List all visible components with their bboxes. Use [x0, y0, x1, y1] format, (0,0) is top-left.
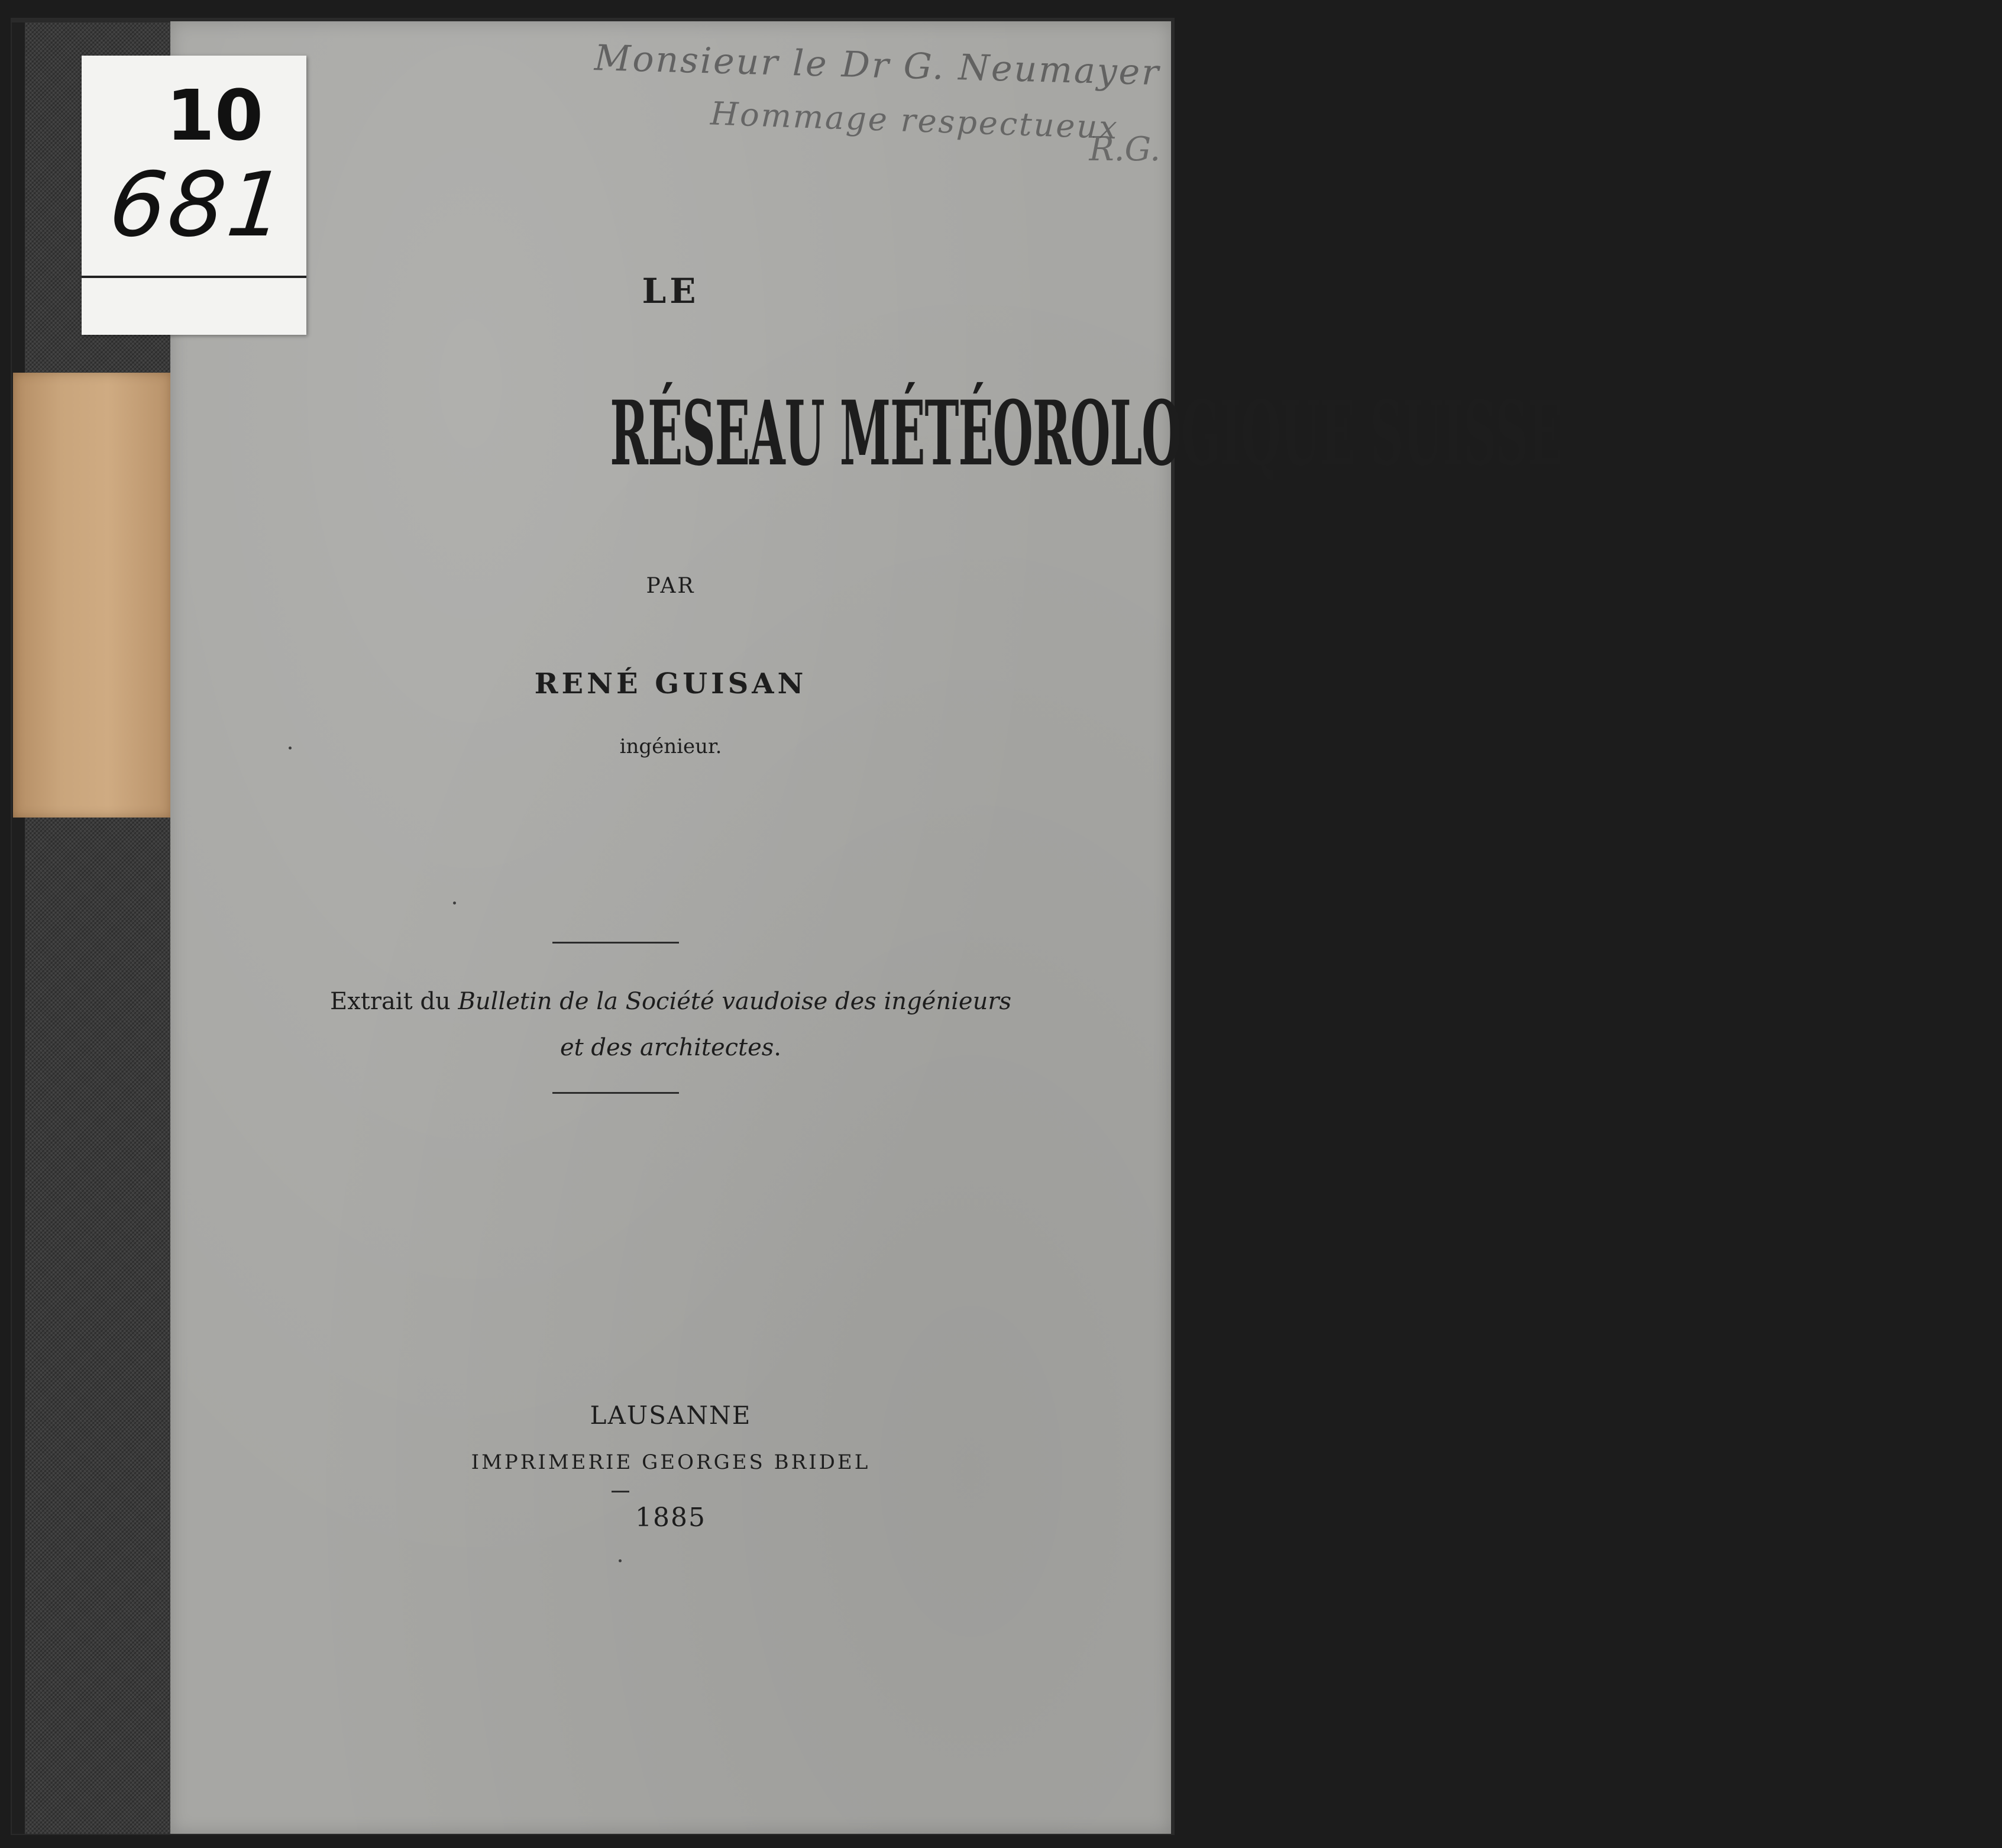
extract-bulletin-title-cont: et des architectes: [559, 1034, 774, 1061]
divider-bottom: [552, 1092, 679, 1094]
imprint-city: LAUSANNE: [590, 1401, 752, 1430]
imprint-printer: IMPRIMERIE GEORGES BRIDEL: [471, 1450, 871, 1474]
dedication-line-2: Hommage respectueux: [710, 95, 1120, 147]
spine-paper-label: [13, 373, 172, 818]
extract-suffix: .: [774, 1034, 782, 1061]
by-line-label: PAR: [646, 574, 696, 598]
shelf-number-top: 10: [166, 75, 264, 156]
extract-prefix: Extrait du: [330, 988, 458, 1015]
main-title-text: RÉSEAU MÉTÉOROLOGIQUE SUISSE: [610, 382, 1563, 486]
paper-speck: [289, 747, 292, 749]
imprint-year: 1885: [635, 1503, 706, 1533]
paper-speck: [453, 902, 456, 904]
shelf-number-handwritten: 681: [104, 154, 292, 257]
divider-top: [552, 942, 679, 944]
paper-speck: [619, 1559, 622, 1562]
dedication-line-1: Monsieur le Dr G. Neumayer: [594, 37, 1161, 94]
extract-line-2: [170, 1025, 1171, 1071]
title-article: LE: [642, 271, 700, 311]
spine-edge: [12, 22, 25, 1834]
extract-line-1: [170, 978, 1171, 1025]
author-name: RENÉ GUISAN: [534, 667, 807, 700]
extract-bulletin-title: Bulletin de la Société vaudoise des ingénieurs: [458, 988, 1011, 1015]
handwritten-dedication: [427, 37, 1161, 169]
author-role: ingénieur.: [619, 735, 722, 758]
imprint-dash: [612, 1491, 629, 1492]
extract-note: [170, 978, 1171, 1071]
main-title: [170, 382, 1563, 486]
dedication-signature: R.G.: [1089, 130, 1160, 169]
